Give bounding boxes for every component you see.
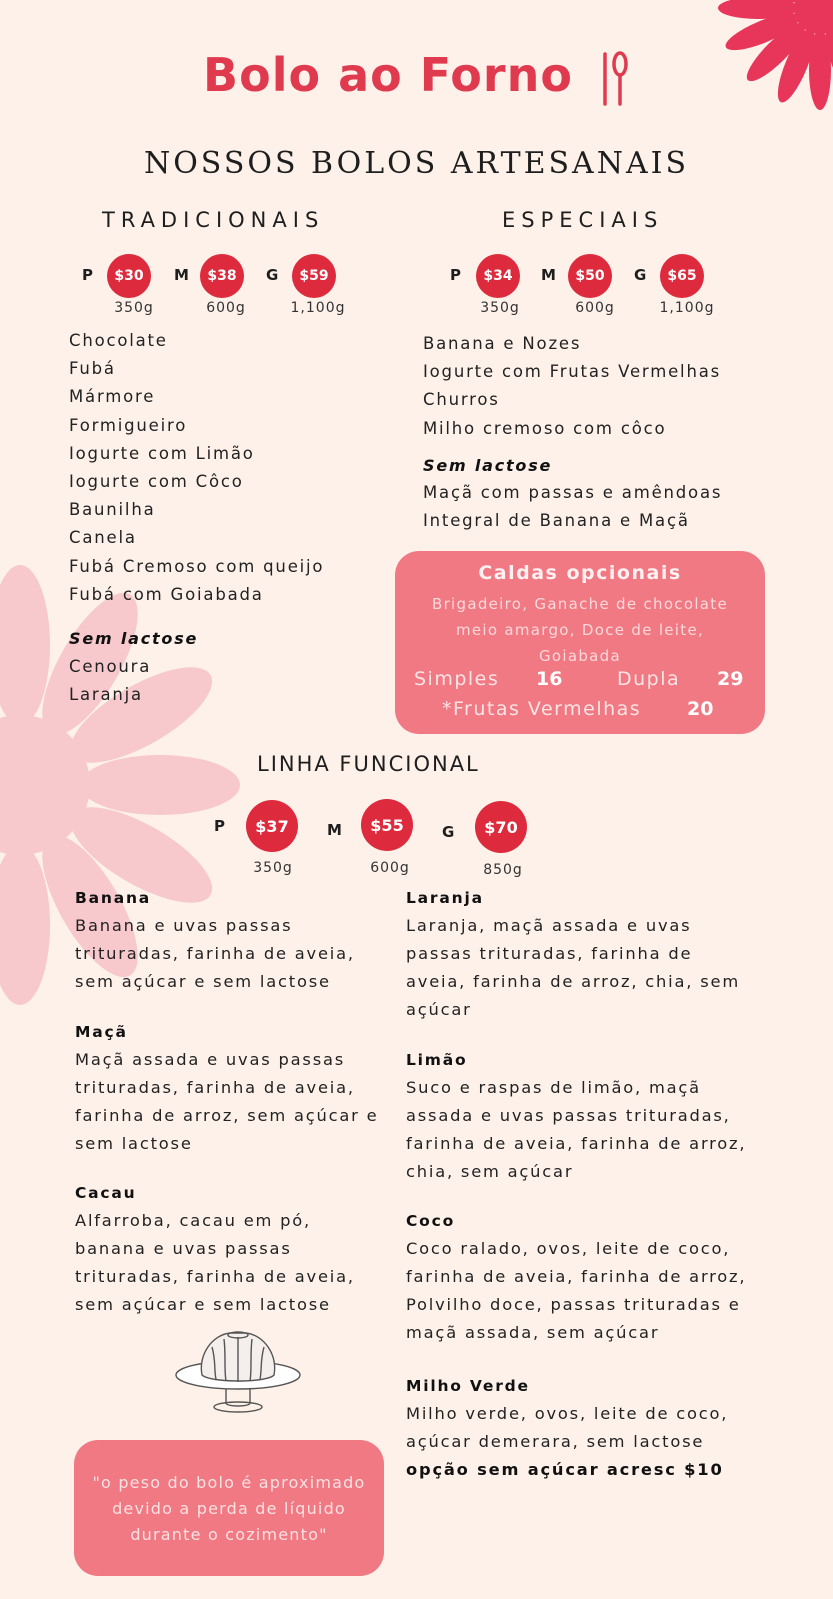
size-label-g: G — [266, 266, 279, 284]
weight-label: 350g — [114, 300, 154, 316]
list-item: Mármore — [69, 387, 156, 407]
size-label-p: P — [82, 266, 93, 284]
list-item: Chocolate — [69, 331, 168, 350]
funcional-item-name: Coco — [406, 1212, 456, 1230]
weight-label: 600g — [206, 300, 246, 316]
simples-price: 16 — [536, 668, 563, 690]
price-badge: $34 — [476, 254, 520, 298]
tradicionais-heading: TRADICIONAIS — [102, 208, 325, 232]
list-item: Fubá — [69, 359, 116, 379]
price-badge: $30 — [107, 254, 151, 298]
funcional-item-desc: Alfarroba, cacau em pó, — [75, 1211, 312, 1230]
bundt-cake-icon — [172, 1325, 304, 1419]
funcional-item-desc: farinha de arroz, sem açúcar e — [75, 1106, 379, 1125]
funcional-item-name: Laranja — [406, 889, 484, 907]
list-item: Maçã com passas e amêndoas — [423, 483, 723, 502]
weight-label: 600g — [575, 300, 615, 316]
especiais-lactose-list — [423, 479, 722, 535]
tradicionais-list — [69, 327, 324, 609]
caldas-box — [395, 551, 765, 734]
note-box — [74, 1440, 384, 1576]
weight-label: 350g — [480, 300, 520, 316]
funcional-item-desc: sem açúcar e sem lactose — [75, 1295, 331, 1314]
page-title: NOSSOS BOLOS ARTESANAIS — [143, 146, 690, 181]
funcional-item-desc: sem lactose — [75, 1134, 193, 1153]
funcional-item-desc: banana e uvas passas — [75, 1239, 292, 1258]
weight-label: 600g — [370, 860, 410, 876]
funcional-item-desc: passas trituradas, farinha de — [406, 944, 693, 963]
price-badge: $70 — [475, 801, 527, 853]
funcional-item-desc: chia, sem açúcar — [406, 1162, 574, 1181]
list-item: Milho cremoso com côco — [423, 418, 667, 438]
funcional-item-desc: açúcar — [406, 1000, 472, 1019]
list-item: Canela — [69, 528, 137, 548]
weight-label: 1,100g — [659, 300, 715, 316]
funcional-item-desc: aveia, farinha de arroz, chia, sem — [406, 972, 740, 991]
size-label-m: M — [174, 266, 189, 284]
list-item: Fubá com Goiabada — [69, 584, 264, 604]
funcional-item-desc: trituradas, farinha de aveia, — [75, 1078, 355, 1097]
price-badge: $55 — [361, 799, 413, 851]
note-text: "o peso do bolo é aproximado — [92, 1473, 366, 1492]
funcional-item-name: Cacau — [75, 1184, 137, 1202]
note-text: devido a perda de líquido — [112, 1499, 346, 1518]
price-badge: $37 — [246, 800, 298, 852]
list-item: Cenoura — [69, 657, 152, 676]
funcional-item-extra: opção sem açúcar acresc $10 — [406, 1460, 724, 1479]
especiais-heading: ESPECIAIS — [502, 208, 664, 232]
list-item: Iogurte com Limão — [69, 443, 255, 463]
brand-name: Bolo ao Forno — [203, 48, 573, 102]
sem-lactose-heading: Sem lactose — [69, 629, 199, 648]
funcional-item-name: Limão — [406, 1051, 468, 1069]
list-item: Baunilha — [69, 500, 156, 520]
caldas-text: Goiabada — [539, 647, 621, 665]
whisk-spoon-icon — [596, 50, 630, 108]
funcional-item-desc: trituradas, farinha de aveia, — [75, 1267, 355, 1286]
price-badge: $65 — [660, 254, 704, 298]
size-label-m: M — [541, 266, 556, 284]
size-label-p: P — [214, 817, 225, 835]
list-item: Iogurte com Côco — [69, 472, 244, 492]
funcional-item-desc: Maçã assada e uvas passas — [75, 1050, 346, 1069]
price-badge: $50 — [568, 254, 612, 298]
funcional-item-desc: trituradas, farinha de aveia, — [75, 944, 355, 963]
tradicionais-lactose-list — [69, 653, 151, 709]
funcional-item-desc: Milho verde, ovos, leite de coco, — [406, 1404, 729, 1423]
dupla-price: 29 — [717, 668, 744, 690]
list-item: Formigueiro — [69, 415, 188, 435]
simples-label: Simples — [414, 668, 500, 690]
funcional-item-name: Maçã — [75, 1023, 128, 1041]
price-badge: $59 — [292, 254, 336, 298]
funcional-item-desc: Coco ralado, ovos, leite de coco, — [406, 1239, 731, 1258]
brand-logo — [0, 48, 833, 108]
funcional-item-desc: Laranja, maçã assada e uvas — [406, 916, 692, 935]
weight-label: 350g — [253, 860, 293, 876]
size-label-m: M — [327, 821, 342, 839]
funcional-heading: LINHA FUNCIONAL — [257, 752, 480, 776]
funcional-item-name: Milho Verde — [406, 1377, 530, 1395]
size-label-p: P — [450, 266, 461, 284]
funcional-item-desc: sem açúcar e sem lactose — [75, 972, 331, 991]
funcional-item-desc: maçã assada, sem açúcar — [406, 1323, 660, 1342]
funcional-item-name: Banana — [75, 889, 152, 907]
note-text: durante o cozimento" — [130, 1525, 328, 1544]
frutas-price: 20 — [687, 698, 714, 720]
price-badge: $38 — [200, 254, 244, 298]
funcional-item-desc: Suco e raspas de limão, maçã — [406, 1078, 701, 1097]
list-item: Integral de Banana e Maçã — [423, 511, 690, 531]
frutas-label: *Frutas Vermelhas — [442, 698, 642, 720]
weight-label: 1,100g — [290, 300, 346, 316]
funcional-item-desc: farinha de aveia, farinha de arroz, — [406, 1134, 747, 1153]
dupla-label: Dupla — [617, 668, 681, 690]
weight-label: 850g — [483, 862, 523, 878]
funcional-item-desc: farinha de aveia, farinha de arroz, — [406, 1267, 747, 1286]
list-item: Churros — [423, 390, 500, 410]
sem-lactose-heading: Sem lactose — [423, 456, 553, 475]
caldas-text: Brigadeiro, Ganache de chocolate — [431, 595, 728, 613]
list-item: Laranja — [69, 685, 143, 705]
caldas-heading: Caldas opcionais — [478, 562, 682, 584]
funcional-item-desc: Banana e uvas passas — [75, 916, 293, 935]
list-item: Iogurte com Frutas Vermelhas — [423, 362, 722, 382]
caldas-text: meio amargo, Doce de leite, — [455, 621, 705, 639]
list-item: Banana e Nozes — [423, 334, 582, 353]
funcional-item-desc: Polvilho doce, passas trituradas e — [406, 1295, 741, 1314]
funcional-item-desc: assada e uvas passas trituradas, — [406, 1106, 731, 1125]
size-label-g: G — [442, 823, 455, 841]
list-item: Fubá Cremoso com queijo — [69, 556, 325, 576]
especiais-list — [423, 330, 721, 443]
size-label-g: G — [634, 266, 647, 284]
funcional-item-desc: açúcar demerara, sem lactose — [406, 1432, 705, 1451]
